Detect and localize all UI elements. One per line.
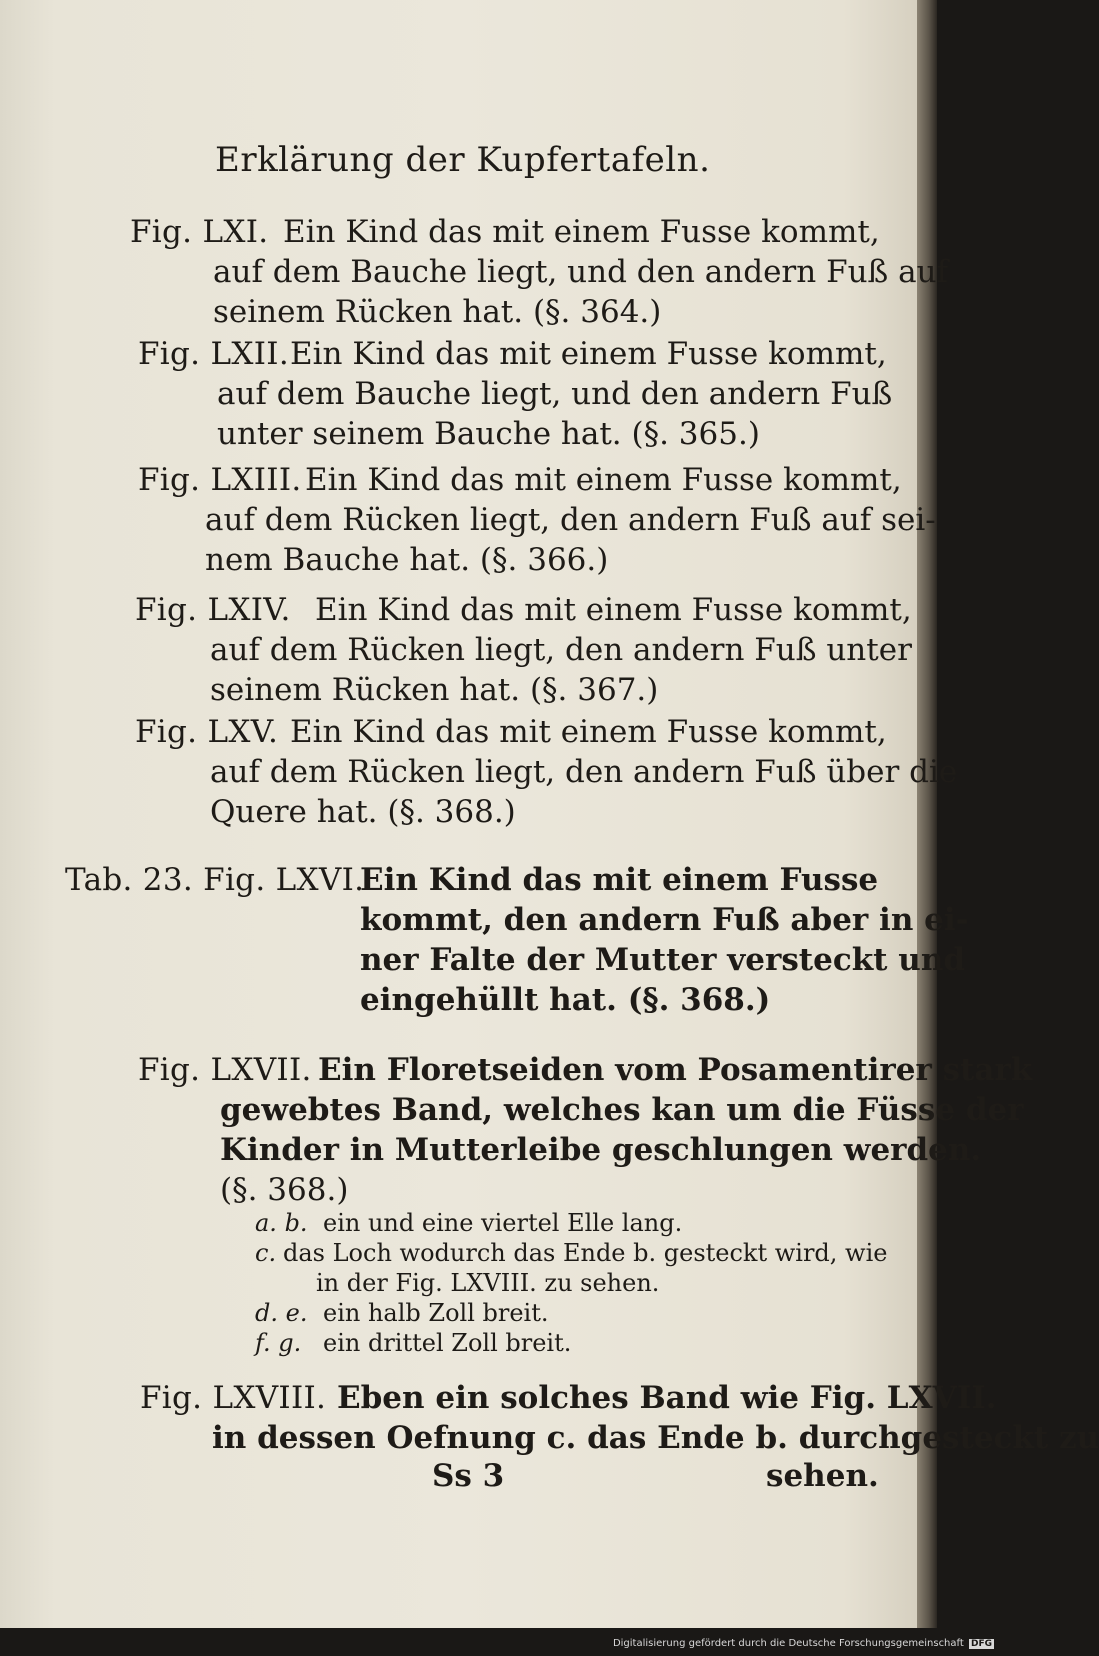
credit-text: Digitalisierung gefördert durch die Deutsche Forschungsgemeinschaft xyxy=(612,1638,964,1649)
sub-item-text: in der Fig. LXVIII. zu sehen. xyxy=(316,1269,660,1297)
figure-label: Fig. LXVII. xyxy=(138,1052,312,1088)
entry-line: kommt, den andern Fuß aber in ei- xyxy=(360,902,969,938)
entry-line: Ein Kind das mit einem Fusse kommt, xyxy=(290,336,887,372)
entry-line: auf dem Rücken liegt, den andern Fuß auf sei- xyxy=(205,502,936,538)
credit-line xyxy=(613,1638,994,1649)
entry-line: Quere hat. (§. 368.) xyxy=(210,794,516,830)
signature-mark: Ss 3 xyxy=(432,1458,505,1494)
entry-line: ner Falte der Mutter versteckt und xyxy=(360,942,966,978)
figure-label: Fig. LXV. xyxy=(135,714,279,750)
page-title: Erklärung der Kupfertafeln. xyxy=(215,140,711,180)
figure-label: Fig. LXII. xyxy=(138,336,289,372)
entry-line: seinem Rücken hat. (§. 367.) xyxy=(210,672,659,708)
entry-line: (§. 368.) xyxy=(220,1172,349,1208)
sub-item-key: c. xyxy=(255,1239,277,1267)
entry-line: auf dem Rücken liegt, den andern Fuß unter xyxy=(210,632,912,668)
sub-item-text: das Loch wodurch das Ende b. gesteckt wird, wie xyxy=(283,1239,888,1267)
sub-item-text: ein und eine viertel Elle lang. xyxy=(323,1209,683,1237)
entry-line: Ein Kind das mit einem Fusse kommt, xyxy=(283,214,880,250)
figure-label: Fig. LXVIII. xyxy=(140,1380,327,1416)
entry-line: Ein Kind das mit einem Fusse kommt, xyxy=(315,592,912,628)
entry-line: Ein Floretseiden vom Posamentirer stark xyxy=(318,1052,1033,1088)
sub-item-text: ein halb Zoll breit. xyxy=(323,1299,549,1327)
sub-item-key: d. e. xyxy=(255,1299,308,1327)
figure-label: Tab. 23. Fig. LXVI. xyxy=(65,862,365,898)
entry-line: Eben ein solches Band wie Fig. LXVII. xyxy=(337,1380,997,1416)
entry-line: Kinder in Mutterleibe geschlungen werden. xyxy=(220,1132,982,1168)
entry-line: Ein Kind das mit einem Fusse kommt, xyxy=(305,462,902,498)
entry-line: nem Bauche hat. (§. 366.) xyxy=(205,542,609,578)
sub-item-key: a. b. xyxy=(255,1209,308,1237)
figure-label: Fig. LXI. xyxy=(130,214,269,250)
sub-item-key: f. g. xyxy=(255,1329,302,1357)
figure-label: Fig. LXIV. xyxy=(135,592,291,628)
entry-line: auf dem Rücken liegt, den andern Fuß über die xyxy=(210,754,958,790)
entry-line: eingehüllt hat. (§. 368.) xyxy=(360,982,771,1018)
figure-label: Fig. LXIII. xyxy=(138,462,302,498)
entry-line: in dessen Oefnung c. das Ende b. durchgesteckt zu xyxy=(212,1420,1099,1456)
entry-line: unter seinem Bauche hat. (§. 365.) xyxy=(217,416,760,452)
entry-line: Ein Kind das mit einem Fusse kommt, xyxy=(290,714,887,750)
dfg-logo-icon: DFG xyxy=(970,1639,992,1649)
entry-line: auf dem Bauche liegt, und den andern Fuß xyxy=(217,376,893,412)
entry-line: Ein Kind das mit einem Fusse xyxy=(360,862,879,898)
entry-line: seinem Rücken hat. (§. 364.) xyxy=(213,294,662,330)
entry-line: gewebtes Band, welches kan um die Füsse der xyxy=(220,1092,1024,1128)
catchword: sehen. xyxy=(766,1458,879,1494)
sub-item-text: ein drittel Zoll breit. xyxy=(323,1329,572,1357)
entry-line: auf dem Bauche liegt, und den andern Fuß auf xyxy=(213,254,949,290)
